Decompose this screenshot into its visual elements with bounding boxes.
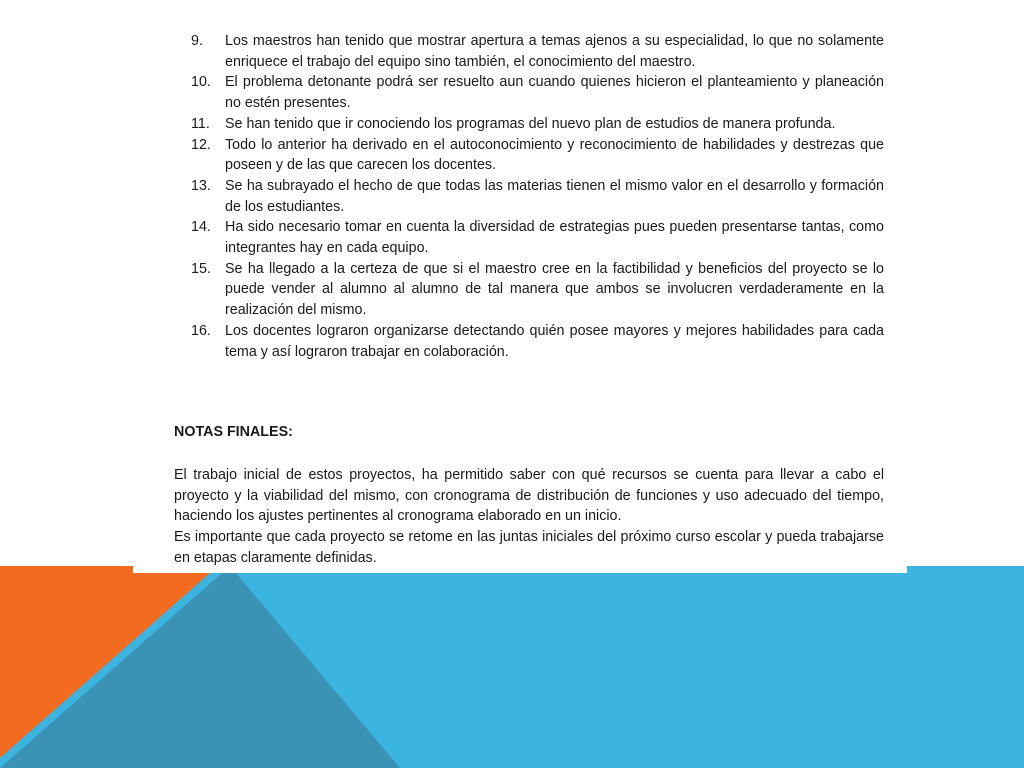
list-number: 13. [191,177,211,194]
list-item [191,176,884,217]
list-number: 11. [191,115,210,132]
list-item [191,31,884,72]
list-text: Ha sido necesario tomar en cuenta la diversidad de estrategias pues pueden presentarse tantas, como integrantes hay en cada equipo. [225,219,884,257]
list-number: 12. [191,136,211,153]
list-text: Los maestros han tenido que mostrar apertura a temas ajenos a su especialidad, lo que no solamente enriquece el trabajo del equipo sino también, el conocimiento del maestro. [225,33,884,70]
list-text: Se han tenido que ir conociendo los programas del nuevo plan de estudios de manera profunda. [225,115,836,132]
list-number: 16. [191,322,211,339]
list-item [191,259,884,321]
list-number: 10. [191,74,211,91]
list-text: El problema detonante podrá ser resuelto aun cuando quienes hicieron el planteamiento y planeación no estén presentes. [225,74,884,112]
list-item [191,114,884,135]
list-item [191,72,884,113]
notes-body [174,465,884,569]
notes-paragraph: Es importante que cada proyecto se retome en las juntas iniciales del próximo curso escolar y pueda trabajarse en etapas claramente definidas. [174,529,884,566]
document-page [133,0,907,573]
list-number: 14. [191,219,211,236]
list-item [191,321,884,362]
list-number: 9. [191,33,203,49]
list-text: Se ha llegado a la certeza de que si el maestro cree en la factibilidad y beneficios del proyecto se lo puede vender al alumno al alumno de tal manera que ambos se involucren verdaderamente en la realización del mismo. [225,260,884,319]
notes-paragraph: El trabajo inicial de estos proyectos, ha permitido saber con qué recursos se cuenta para llevar a cabo el proyecto y la viabilidad del mismo, con cronograma de distribución de funciones y uso adecuado del tiempo, haciendo los ajustes pertinentes al cronograma elaborado en un inicio. [174,467,884,525]
numbered-list [191,31,884,362]
list-text: Se ha subrayado el hecho de que todas las materias tienen el mismo valor en el desarrollo y formación de los estudiantes. [225,177,884,215]
list-text: Todo lo anterior ha derivado en el autoconocimiento y reconocimiento de habilidades y destrezas que poseen y de las que carecen los docentes. [225,136,884,174]
list-item [191,135,884,176]
notes-heading: NOTAS FINALES: [174,424,293,440]
list-item [191,217,884,258]
list-number: 15. [191,260,211,277]
list-text: Los docentes lograron organizarse detectando quién posee mayores y mejores habilidades para cada tema y así lograron trabajar en colaboración. [225,322,884,360]
